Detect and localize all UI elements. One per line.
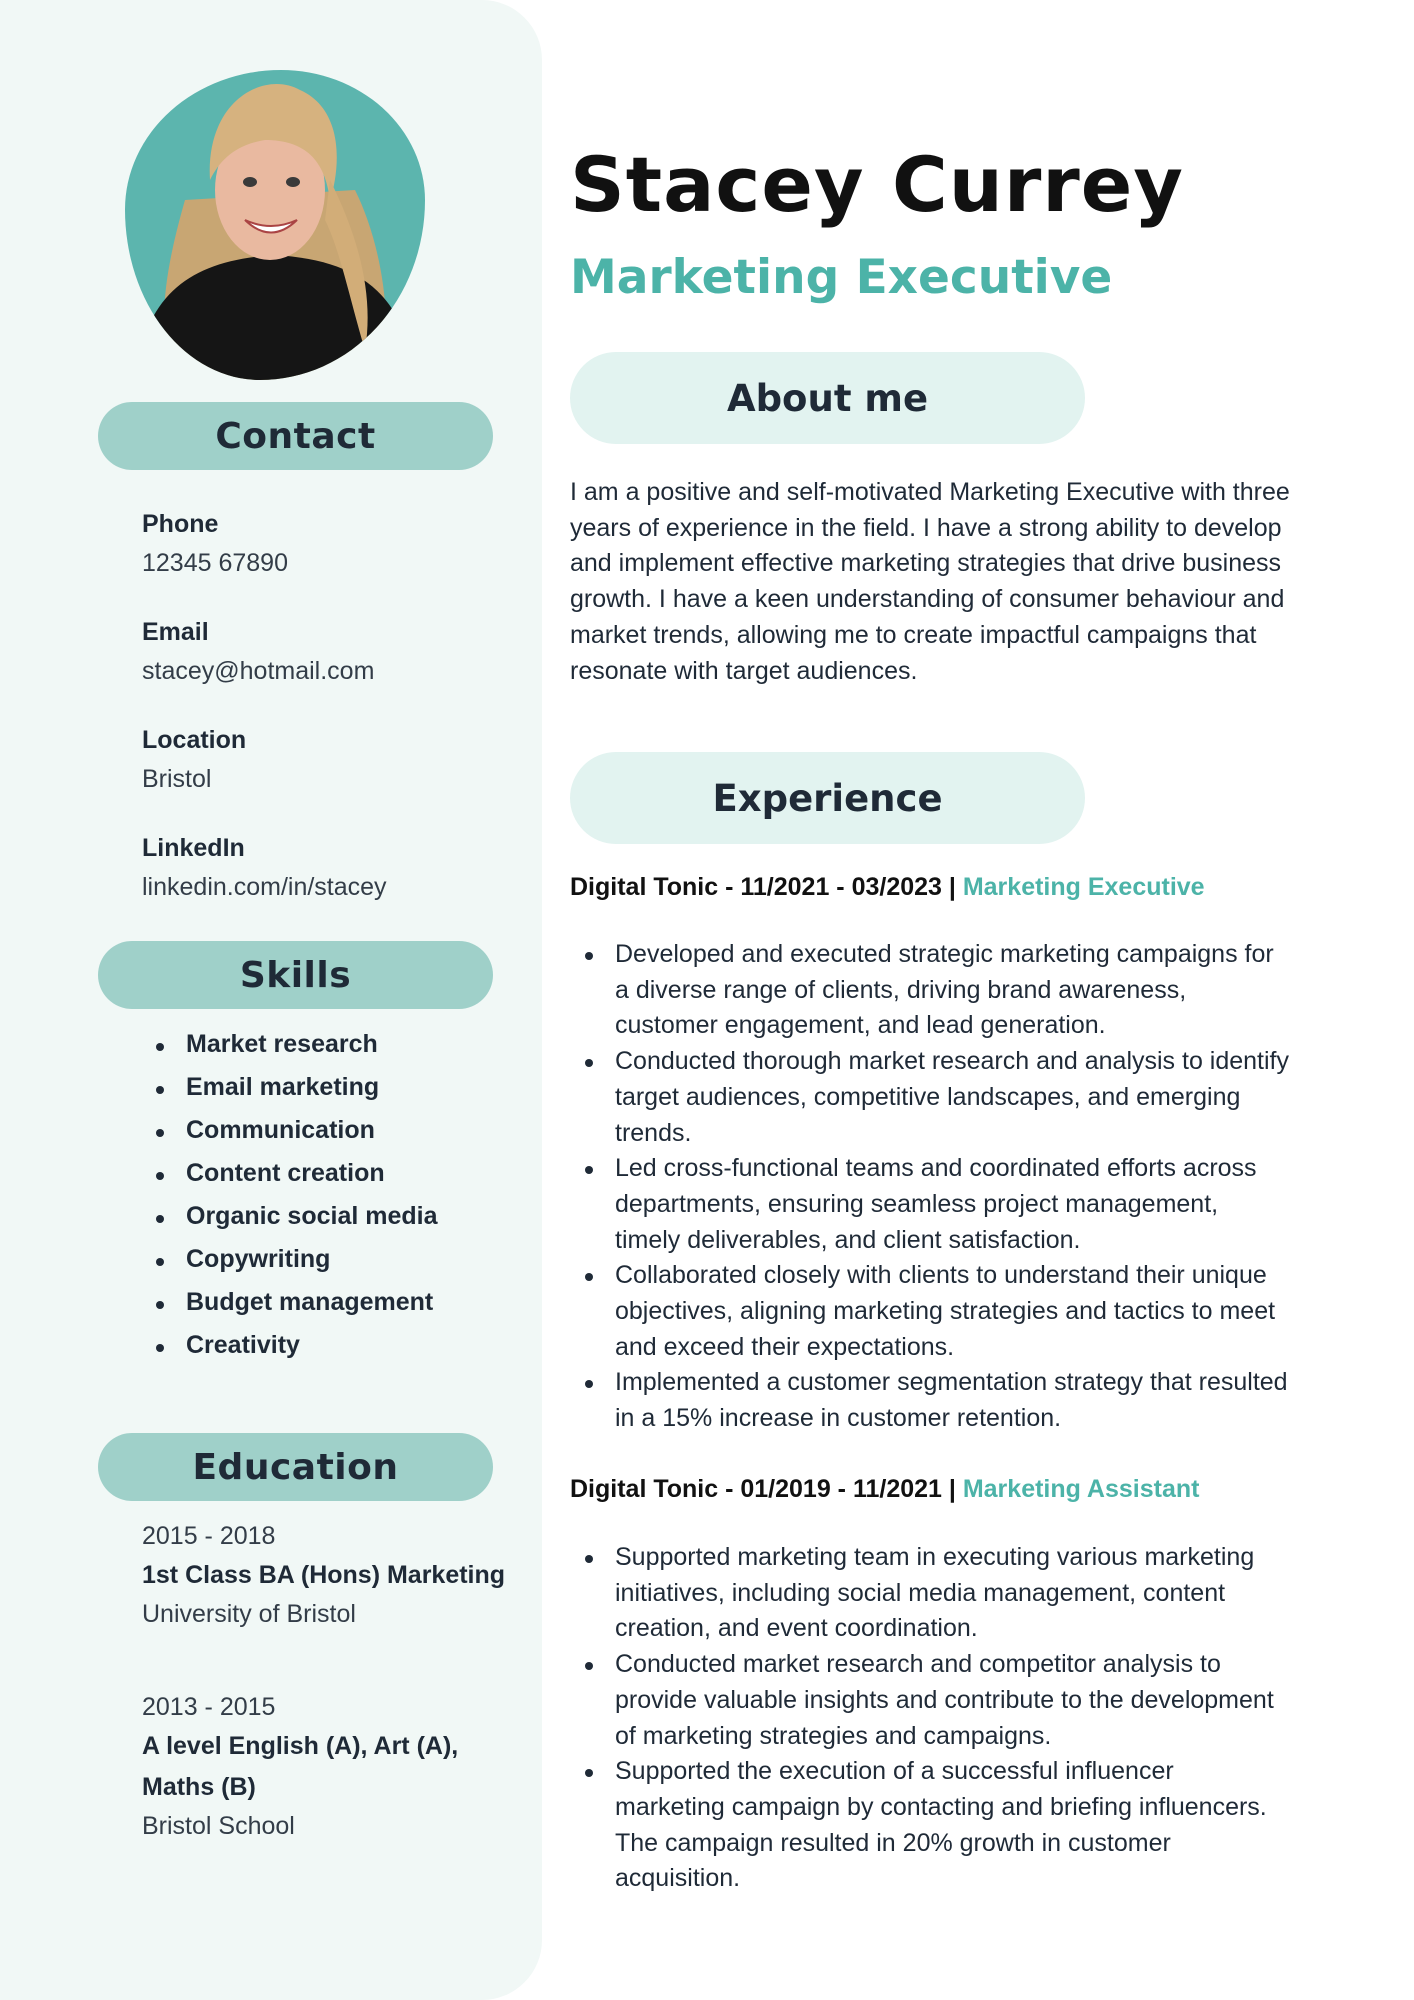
- contact-value: stacey@hotmail.com: [142, 657, 375, 685]
- education-degree: 1st Class BA (Hons) Marketing: [142, 1561, 506, 1589]
- job-bullet: Conducted thorough market research and analysis to identify target audiences, competitive landscapes, and emerging trends.: [570, 1044, 1290, 1151]
- contact-value: linkedin.com/in/stacey: [142, 873, 387, 901]
- job-bullets: [570, 1540, 1290, 1897]
- experience-heading: Experience: [570, 752, 1085, 844]
- job-bullet: Developed and executed strategic marketing campaigns for a diverse range of clients, driving brand awareness, customer engagement, and lead generation.: [570, 937, 1290, 1044]
- skill-item: Market research: [142, 1030, 438, 1073]
- photo-blob: [125, 70, 425, 380]
- skill-item: Communication: [142, 1116, 438, 1159]
- job-company-dates: Digital Tonic - 01/2019 - 11/2021: [570, 1475, 942, 1503]
- education-entry: [142, 1693, 522, 1841]
- skill-item: Copywriting: [142, 1245, 438, 1288]
- contact-location: [142, 726, 246, 794]
- skill-item: Creativity: [142, 1331, 438, 1374]
- job-header: [570, 1475, 1199, 1504]
- skills-list: [142, 1030, 438, 1374]
- contact-label: Phone: [142, 510, 219, 538]
- job-bullets: [570, 937, 1290, 1437]
- skill-item: Email marketing: [142, 1073, 438, 1116]
- contact-value: Bristol: [142, 765, 212, 793]
- about-heading: About me: [570, 352, 1085, 444]
- contact-label: LinkedIn: [142, 834, 245, 862]
- about-text: I am a positive and self-motivated Marketing Executive with three years of experience in the field. I have a strong ability to develop and implement effective marketing strategies that drive business growth. I have a keen understanding of consumer behaviour and market trends, allowing me to create impactful campaigns that resonate with target audiences.: [570, 478, 1290, 685]
- job-role: Marketing Assistant: [962, 1475, 1200, 1503]
- education-heading: Education: [98, 1433, 493, 1501]
- job-bullet: Supported the execution of a successful influencer marketing campaign by contacting and briefing influencers. The campaign resulted in 20% growth in customer acquisition.: [570, 1754, 1290, 1897]
- education-degree: A level English (A), Art (A), Maths (B): [142, 1732, 459, 1801]
- job-bullet: Conducted market research and competitor analysis to provide valuable insights and contribute to the development of marketing strategies and campaigns.: [570, 1647, 1290, 1754]
- person-illustration: [125, 70, 425, 380]
- job-bullet: Led cross-functional teams and coordinated efforts across departments, ensuring seamless project management, timely deliverables, and client satisfaction.: [570, 1151, 1290, 1258]
- skills-heading: Skills: [98, 941, 493, 1009]
- skill-item: Content creation: [142, 1159, 438, 1202]
- job-bullet: Supported marketing team in executing various marketing initiatives, including social media management, content creation, and event coordination.: [570, 1540, 1290, 1647]
- profile-photo: [120, 30, 430, 380]
- education-entry: [142, 1522, 522, 1629]
- job-role: Marketing Executive: [962, 873, 1205, 901]
- job-separator: |: [941, 1475, 963, 1503]
- candidate-title: Marketing Executive: [570, 250, 1113, 305]
- contact-email: [142, 618, 374, 686]
- contact-label: Location: [142, 726, 247, 754]
- education-school: University of Bristol: [142, 1600, 356, 1628]
- contact-value: 12345 67890: [142, 549, 288, 577]
- job-header: [570, 873, 1205, 902]
- candidate-name: Stacey Currey: [570, 140, 1184, 229]
- contact-label: Email: [142, 618, 209, 646]
- education-years: 2015 - 2018: [142, 1522, 276, 1550]
- job-bullet: Implemented a customer segmentation strategy that resulted in a 15% increase in customer retention.: [570, 1365, 1290, 1436]
- skill-item: Budget management: [142, 1288, 438, 1331]
- contact-phone: [142, 510, 288, 578]
- contact-heading: Contact: [98, 402, 493, 470]
- job-company-dates: Digital Tonic - 11/2021 - 03/2023: [570, 873, 942, 901]
- skill-item: Organic social media: [142, 1202, 438, 1245]
- job-separator: |: [941, 873, 963, 901]
- contact-linkedin: [142, 834, 387, 902]
- education-years: 2013 - 2015: [142, 1693, 276, 1721]
- job-bullet: Collaborated closely with clients to understand their unique objectives, aligning marketing strategies and tactics to meet and exceed their expectations.: [570, 1258, 1290, 1365]
- education-school: Bristol School: [142, 1812, 295, 1840]
